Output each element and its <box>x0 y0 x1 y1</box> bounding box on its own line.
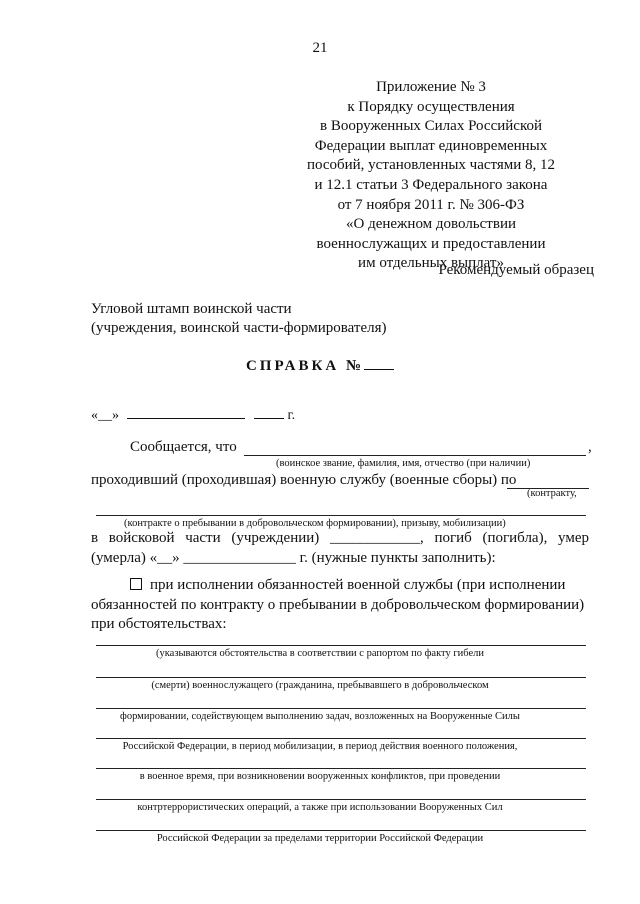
circumstance-caption: (смерти) военнослужащего (гражданина, пребывавшего в добровольческом <box>151 680 489 691</box>
checkbox-label: при исполнении обязанностей военной службы (при исполнении <box>150 577 566 593</box>
appendix-line: Приложение № 3 <box>376 79 486 95</box>
circumstance-line <box>96 645 586 646</box>
date-year-suffix: г. <box>287 408 296 423</box>
reported-blank <box>244 455 586 456</box>
circumstance-caption: контртеррористических операций, а также при использовании Вооруженных Сил <box>137 802 503 813</box>
date-year-blank <box>254 406 284 419</box>
circumstance-caption: (указываются обстоятельства в соответствии с рапортом по факту гибели <box>155 648 485 659</box>
stamp-line: (учреждения, воинской части-формирователя) <box>91 320 387 336</box>
sample-label: Рекомендуемый образец <box>438 262 594 278</box>
reported-label: Сообщается, что <box>130 439 237 455</box>
corner-stamp-label <box>91 300 387 338</box>
appendix-line: им отдельных выплат» <box>358 255 504 272</box>
contract-note: (контракту, <box>527 488 577 499</box>
circumstance-caption: в военное время, при возникновении вооруженных конфликтов, при проведении <box>139 771 501 782</box>
circumstance-caption: Российской Федерации за пределами территории Российской Федерации <box>156 833 484 844</box>
circumstance-line <box>96 799 586 800</box>
circumstance-caption: формировании, содействующем выполнению задач, возложенных на Вооруженные Силы <box>120 711 520 722</box>
appendix-line: и 12.1 статьи 3 Федерального закона <box>314 176 548 193</box>
checkbox-line-3: при обстоятельствах: <box>91 616 227 632</box>
appendix-line: военнослужащих и предоставлении <box>316 235 546 252</box>
service-text: проходивший (проходившая) военную службу (военные сборы) по <box>91 472 517 488</box>
circumstance-line <box>96 708 586 709</box>
appendix-line: «О денежном довольствии <box>346 216 516 233</box>
document-title <box>0 356 640 375</box>
checkbox-line-1 <box>130 577 590 594</box>
circumstance-line <box>96 738 586 739</box>
title-text: СПРАВКА № <box>245 358 365 374</box>
appendix-line: пособий, установленных частями 8, 12 <box>306 157 556 174</box>
circumstance-line <box>96 677 586 678</box>
checkbox-line-2: обязанностей по контракту о пребывании в добровольческом формировании) <box>91 597 585 613</box>
appendix-line: в Вооруженных Силах Российской <box>320 118 542 135</box>
appendix-line: Федерации выплат единовременных <box>314 137 548 154</box>
contract-blank-line <box>96 515 586 516</box>
reported-comma: , <box>588 439 592 455</box>
date-line <box>91 406 295 424</box>
circumstance-line <box>96 830 586 831</box>
page-number: 21 <box>312 40 328 56</box>
appendix-header <box>300 78 562 274</box>
stamp-line: Угловой штамп воинской части <box>91 301 292 317</box>
circumstance-caption: Российской Федерации, в период мобилизации, в период действия военного положения, <box>122 741 518 752</box>
date-month-blank <box>127 406 245 419</box>
appendix-line: от 7 ноября 2011 г. № 306-ФЗ <box>337 196 525 213</box>
checkbox-icon[interactable] <box>130 578 142 590</box>
circumstance-line <box>96 768 586 769</box>
reported-caption: (воинское звание, фамилия, имя, отчество (при наличии) <box>276 458 531 469</box>
unit-line: в войсковой части (учреждении) ____________, погиб (погибла), умер <box>91 530 589 546</box>
title-number-blank <box>364 356 394 370</box>
appendix-line: к Порядку осуществления <box>347 98 515 115</box>
date-day: «__» <box>91 408 119 423</box>
contract-caption: (контракте о пребывании в добровольческом формировании), призыву, мобилизации) <box>124 518 506 529</box>
death-date-line: (умерла) «__» _______________ г. (нужные пункты заполнить): <box>91 550 496 566</box>
